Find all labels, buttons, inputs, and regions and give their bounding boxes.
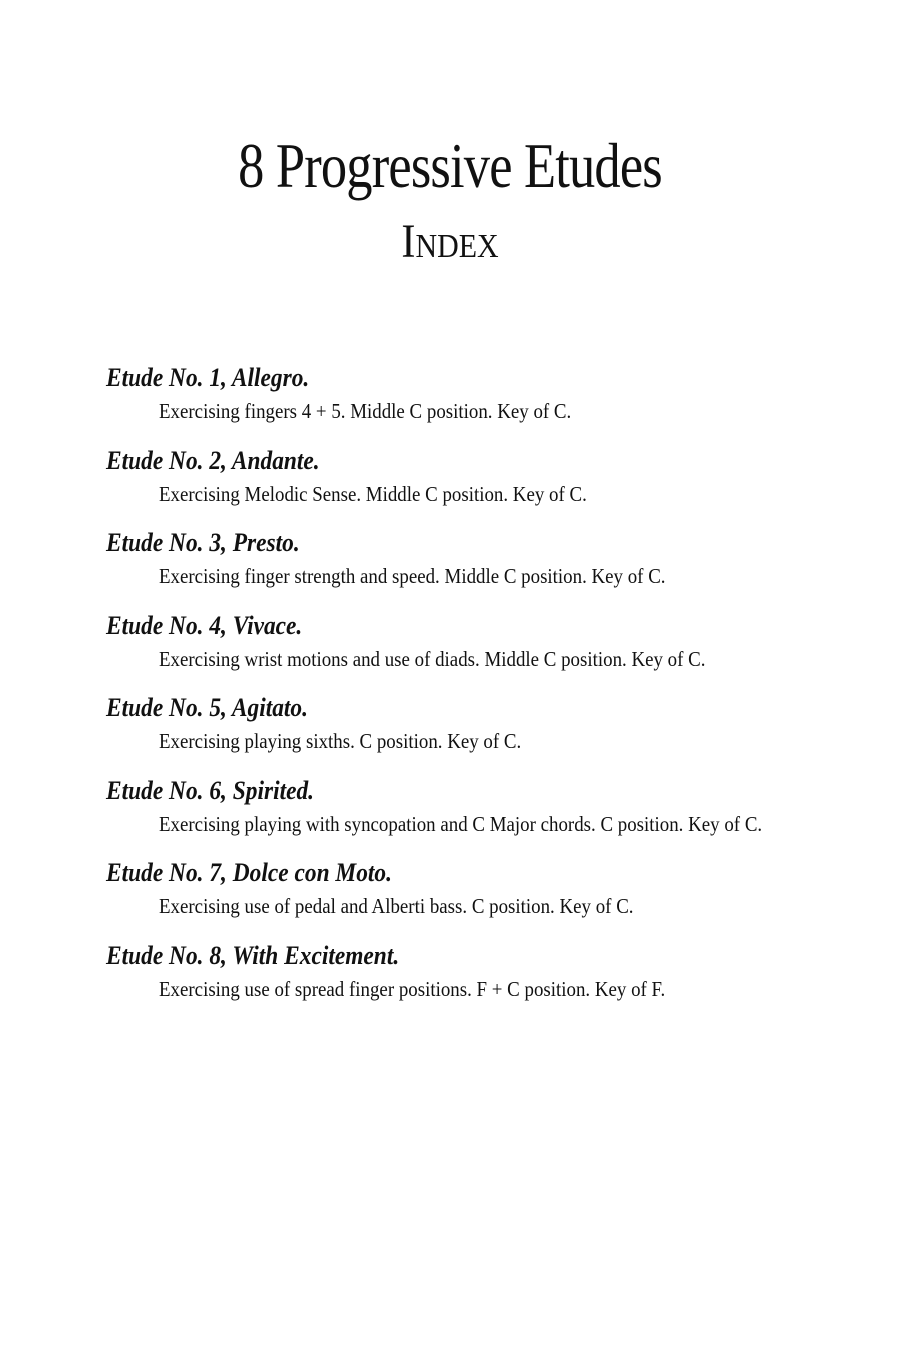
index-entry-1: [106, 360, 866, 443]
page-subtitle: Index: [401, 215, 499, 268]
entry-title: Etude No. 7, Dolce con Moto.: [106, 858, 392, 887]
entry-title: Etude No. 1, Allegro.: [106, 363, 310, 392]
index-entry-5: [106, 690, 866, 773]
entry-title: Etude No. 2, Andante.: [106, 445, 320, 475]
index-list: [106, 360, 866, 1020]
page-title: 8 Progressive Etudes: [238, 130, 662, 201]
entry-title: Etude No. 3, Presto.: [106, 528, 300, 557]
entry-title: Etude No. 6, Spirited.: [106, 775, 315, 805]
index-entry-7: [106, 855, 866, 938]
index-entry-2: [106, 443, 866, 526]
entry-title: Etude No. 8, With Excitement.: [106, 940, 400, 970]
index-entry-4: [106, 608, 866, 691]
entry-description: Exercising finger strength and speed. Middle C position. Key of C.: [159, 564, 666, 588]
entry-title: Etude No. 4, Vivace.: [106, 610, 303, 640]
entry-description: Exercising Melodic Sense. Middle C position. Key of C.: [159, 481, 587, 506]
entry-description: Exercising use of spread finger positions. F + C position. Key of F.: [159, 976, 666, 1001]
index-entry-8: [106, 938, 866, 1021]
index-entry-6: [106, 773, 866, 856]
entry-description: Exercising playing sixths. C position. Key of C.: [159, 729, 522, 753]
entry-description: Exercising use of pedal and Alberti bass. C position. Key of C.: [159, 894, 634, 918]
entry-title: Etude No. 5, Agitato.: [106, 693, 308, 722]
entry-description: Exercising wrist motions and use of diads. Middle C position. Key of C.: [159, 646, 706, 671]
entry-description: Exercising playing with syncopation and C Major chords. C position. Key of C.: [159, 811, 763, 836]
entry-description: Exercising fingers 4 + 5. Middle C position. Key of C.: [159, 399, 572, 423]
index-entry-3: [106, 525, 866, 608]
